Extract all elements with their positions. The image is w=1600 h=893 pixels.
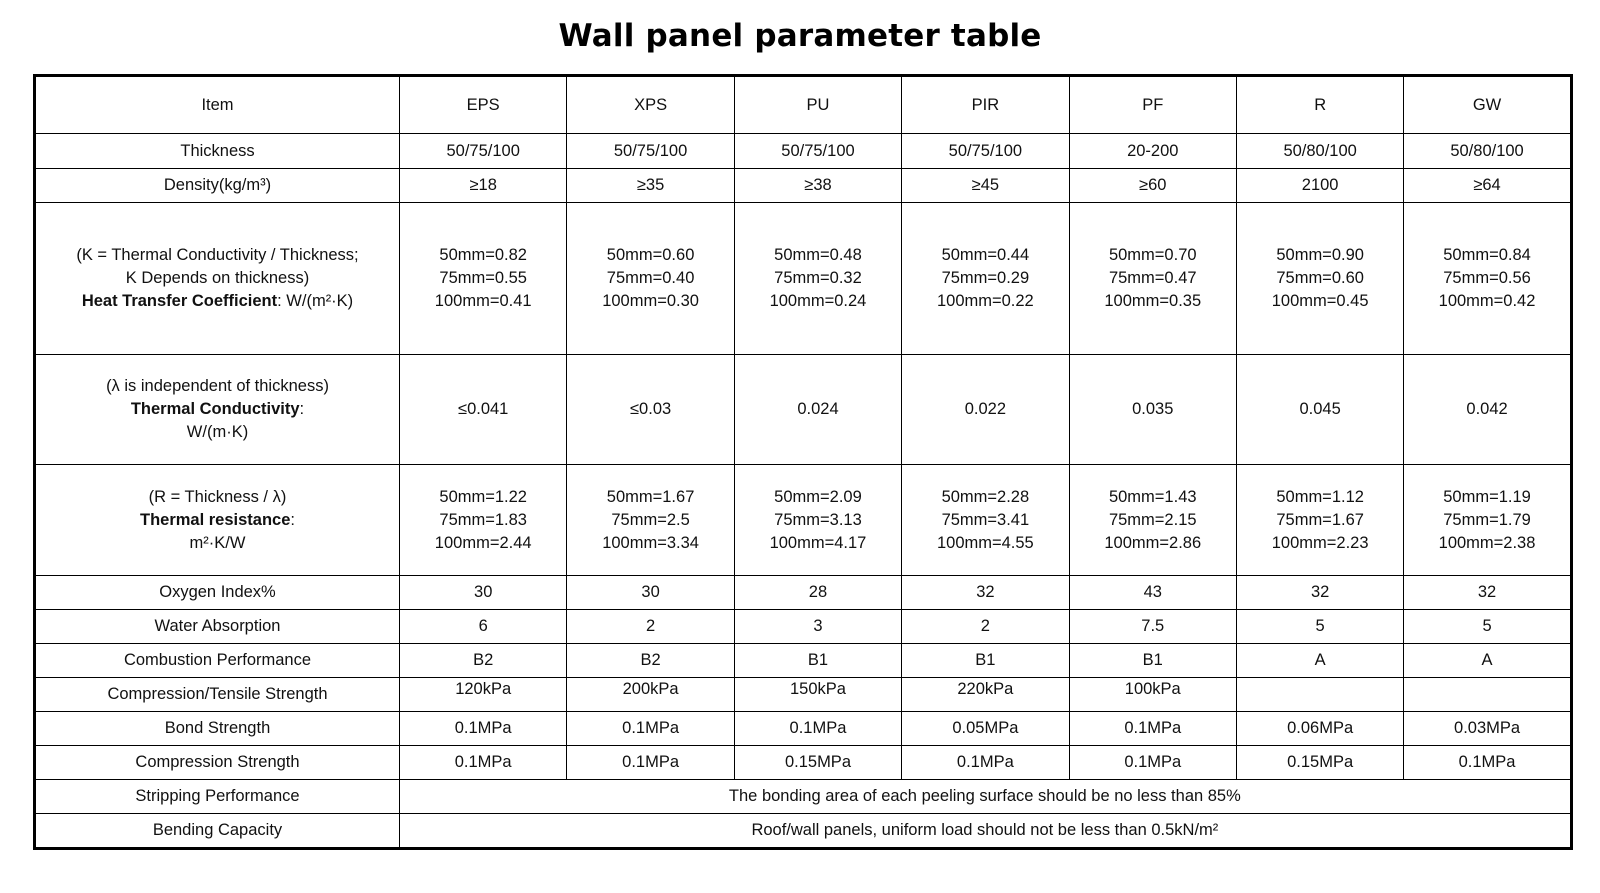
table-cell — [734, 465, 901, 576]
cell-value: 200kPa — [622, 680, 679, 698]
table-row-heat-transfer — [35, 203, 1572, 355]
row-label — [35, 355, 400, 465]
table-cell — [734, 203, 901, 355]
table-cell: 50/75/100 — [400, 134, 567, 169]
table-cell: ≤0.03 — [567, 355, 734, 465]
table-row-thermal-conductivity — [35, 355, 1572, 465]
value-line: 75mm=1.79 — [1443, 510, 1531, 529]
header-cell: PU — [734, 76, 901, 134]
value-line: 75mm=3.13 — [774, 510, 862, 529]
value-line: 100mm=0.30 — [602, 292, 699, 310]
table-cell: ≥38 — [734, 169, 901, 203]
table-cell: 0.1MPa — [400, 746, 567, 780]
value-line: 100mm=0.24 — [769, 292, 867, 310]
label-unit: W/(m·K) — [186, 423, 249, 441]
table-row-bending — [35, 814, 1572, 849]
value-line: 100mm=0.41 — [434, 292, 532, 310]
table-cell: ≥45 — [902, 169, 1069, 203]
row-label: Compression/Tensile Strength — [35, 678, 400, 712]
table-cell: 0.035 — [1069, 355, 1236, 465]
header-cell: PIR — [902, 76, 1069, 134]
value-line: 75mm=0.47 — [1108, 269, 1197, 287]
table-cell — [902, 203, 1069, 355]
value-line: 50mm=0.48 — [774, 246, 862, 264]
table-cell: 0.1MPa — [1404, 746, 1571, 780]
table-cell: 2 — [567, 610, 734, 644]
table-cell — [1404, 203, 1571, 355]
value-line: 50mm=0.44 — [941, 246, 1030, 264]
table-cell: B2 — [400, 644, 567, 678]
value-line: 75mm=0.60 — [1276, 269, 1364, 287]
table-cell — [902, 678, 1069, 712]
value-line: 75mm=0.55 — [439, 269, 527, 287]
value-line: 75mm=2.15 — [1108, 510, 1197, 529]
table-cell — [1069, 465, 1236, 576]
table-cell: 0.1MPa — [902, 746, 1069, 780]
value-line: 50mm=0.60 — [606, 246, 695, 264]
header-cell: R — [1236, 76, 1403, 134]
label-bold: Thermal resistance — [139, 510, 291, 529]
parameter-table — [33, 74, 1573, 850]
table-cell — [567, 678, 734, 712]
table-cell: 50/80/100 — [1236, 134, 1403, 169]
row-label — [35, 203, 400, 355]
value-line: 50mm=0.70 — [1108, 246, 1197, 264]
table-cell — [1404, 465, 1571, 576]
cell-value: 120kPa — [455, 680, 512, 698]
table-cell: B2 — [567, 644, 734, 678]
table-cell-merged: Roof/wall panels, uniform load should not be less than 0.5kN/m² — [400, 814, 1572, 849]
table-cell — [1236, 203, 1403, 355]
table-row-density — [35, 169, 1572, 203]
row-label: Bending Capacity — [35, 814, 400, 849]
table-cell — [400, 203, 567, 355]
label-bold: Heat Transfer Coefficient — [81, 292, 278, 310]
label-note: K Depends on thickness) — [125, 269, 310, 287]
table-cell: 43 — [1069, 576, 1236, 610]
table-cell: 32 — [1404, 576, 1571, 610]
table-cell: 0.022 — [902, 355, 1069, 465]
table-cell: 50/75/100 — [902, 134, 1069, 169]
header-cell: Item — [35, 76, 400, 134]
label-colon: : — [290, 510, 295, 529]
table-cell: 32 — [902, 576, 1069, 610]
table-cell: 0.1MPa — [567, 712, 734, 746]
table-cell: A — [1236, 644, 1403, 678]
value-line: 100mm=2.38 — [1438, 533, 1536, 552]
value-line: 100mm=3.34 — [602, 533, 699, 552]
value-line: 50mm=2.09 — [774, 487, 862, 506]
value-line: 100mm=4.55 — [936, 533, 1034, 552]
row-label: Bond Strength — [35, 712, 400, 746]
table-row-oxygen-index — [35, 576, 1572, 610]
table-cell: 0.05MPa — [902, 712, 1069, 746]
table-cell: A — [1404, 644, 1571, 678]
value-line: 75mm=0.40 — [606, 269, 695, 287]
value-line: 75mm=0.56 — [1443, 269, 1531, 287]
row-label: Oxygen Index% — [35, 576, 400, 610]
table-cell: 0.1MPa — [734, 712, 901, 746]
row-label — [35, 465, 400, 576]
value-line: 100mm=2.86 — [1104, 533, 1202, 552]
table-cell: 32 — [1236, 576, 1403, 610]
table-cell: 5 — [1236, 610, 1403, 644]
table-cell: 0.1MPa — [1069, 712, 1236, 746]
table-cell: 30 — [567, 576, 734, 610]
table-cell: 2 — [902, 610, 1069, 644]
label-colon: : — [299, 400, 305, 418]
table-cell — [567, 465, 734, 576]
label-note: (λ is independent of thickness) — [106, 377, 329, 395]
header-row — [35, 76, 1572, 134]
table-row-water-absorption — [35, 610, 1572, 644]
table-cell: 0.03MPa — [1404, 712, 1571, 746]
table-cell — [1236, 678, 1403, 712]
table-cell: 20-200 — [1069, 134, 1236, 169]
header-cell: EPS — [400, 76, 567, 134]
value-line: 100mm=0.42 — [1438, 292, 1536, 310]
table-cell: 50/75/100 — [567, 134, 734, 169]
header-cell: GW — [1404, 76, 1571, 134]
cell-value: 220kPa — [957, 680, 1014, 698]
table-cell: 5 — [1404, 610, 1571, 644]
table-row-combustion — [35, 644, 1572, 678]
table-cell — [1069, 203, 1236, 355]
table-cell: ≥64 — [1404, 169, 1571, 203]
table-row-compression-strength — [35, 746, 1572, 780]
table-cell — [734, 678, 901, 712]
value-line: 75mm=3.41 — [941, 510, 1030, 529]
table-cell — [400, 465, 567, 576]
value-line: 50mm=1.12 — [1276, 487, 1364, 506]
table-cell: 0.15MPa — [1236, 746, 1403, 780]
label-bold: Thermal Conductivity — [130, 400, 300, 418]
value-line: 75mm=1.67 — [1276, 510, 1364, 529]
page-title: Wall panel parameter table — [558, 18, 1042, 54]
value-line: 50mm=2.28 — [941, 487, 1030, 506]
value-line: 50mm=0.82 — [439, 246, 527, 264]
table-row-thickness — [35, 134, 1572, 169]
table-cell — [400, 678, 567, 712]
value-line: 75mm=0.29 — [941, 269, 1030, 287]
value-line: 50mm=1.67 — [606, 487, 695, 506]
table-cell: B1 — [1069, 644, 1236, 678]
table-cell — [902, 465, 1069, 576]
label-note: (R = Thickness / λ) — [148, 487, 287, 506]
label-unit: m²·K/W — [189, 533, 246, 552]
table-cell: ≤0.041 — [400, 355, 567, 465]
table-cell: 3 — [734, 610, 901, 644]
label-title — [40, 398, 395, 421]
row-label: Thickness — [35, 134, 400, 169]
table-cell: 0.042 — [1404, 355, 1571, 465]
table-cell: 2100 — [1236, 169, 1403, 203]
row-label: Compression Strength — [35, 746, 400, 780]
table-cell: 50/80/100 — [1404, 134, 1571, 169]
table-cell — [1236, 465, 1403, 576]
value-line: 75mm=0.32 — [774, 269, 862, 287]
table-cell: 6 — [400, 610, 567, 644]
table-cell: 50/75/100 — [734, 134, 901, 169]
table-cell: 0.1MPa — [400, 712, 567, 746]
value-line: 100mm=2.23 — [1271, 533, 1369, 552]
value-line: 50mm=0.90 — [1276, 246, 1364, 264]
table-cell: 0.15MPa — [734, 746, 901, 780]
value-line: 50mm=1.43 — [1108, 487, 1197, 506]
table-row-bond-strength — [35, 712, 1572, 746]
table-cell: B1 — [902, 644, 1069, 678]
table-row-thermal-resistance — [35, 465, 1572, 576]
value-line: 50mm=0.84 — [1443, 246, 1531, 264]
value-line: 50mm=1.19 — [1443, 487, 1531, 506]
table-cell: ≥35 — [567, 169, 734, 203]
value-line: 100mm=4.17 — [769, 533, 867, 552]
label-title — [40, 509, 395, 532]
row-label: Stripping Performance — [35, 780, 400, 814]
value-line: 100mm=0.22 — [936, 292, 1034, 310]
table-cell: ≥60 — [1069, 169, 1236, 203]
row-label: Density(kg/m³) — [35, 169, 400, 203]
row-label: Combustion Performance — [35, 644, 400, 678]
label-unit: : W/(m²·K) — [277, 292, 354, 310]
table-cell — [567, 203, 734, 355]
label-note: (K = Thermal Conductivity / Thickness; — [76, 246, 359, 264]
table-cell: 0.045 — [1236, 355, 1403, 465]
table-cell: 0.024 — [734, 355, 901, 465]
label-title — [40, 290, 395, 313]
table-cell — [1404, 678, 1571, 712]
table-cell: 7.5 — [1069, 610, 1236, 644]
table-cell: 0.1MPa — [567, 746, 734, 780]
table-cell: 28 — [734, 576, 901, 610]
table-cell: B1 — [734, 644, 901, 678]
table-cell: 0.06MPa — [1236, 712, 1403, 746]
cell-value: 150kPa — [789, 680, 846, 698]
header-cell: PF — [1069, 76, 1236, 134]
value-line: 75mm=2.5 — [611, 510, 690, 529]
cell-value: 100kPa — [1124, 680, 1181, 698]
value-line: 75mm=1.83 — [439, 510, 527, 529]
value-line: 100mm=0.35 — [1104, 292, 1202, 310]
table-cell: 30 — [400, 576, 567, 610]
table-cell: 0.1MPa — [1069, 746, 1236, 780]
table-row-compression-tensile — [35, 678, 1572, 712]
value-line: 100mm=2.44 — [434, 533, 532, 552]
table-cell-merged: The bonding area of each peeling surface should be no less than 85% — [400, 780, 1572, 814]
table-cell — [1069, 678, 1236, 712]
header-cell: XPS — [567, 76, 734, 134]
table-row-stripping — [35, 780, 1572, 814]
value-line: 50mm=1.22 — [439, 487, 527, 506]
row-label: Water Absorption — [35, 610, 400, 644]
value-line: 100mm=0.45 — [1271, 292, 1369, 310]
table-cell: ≥18 — [400, 169, 567, 203]
